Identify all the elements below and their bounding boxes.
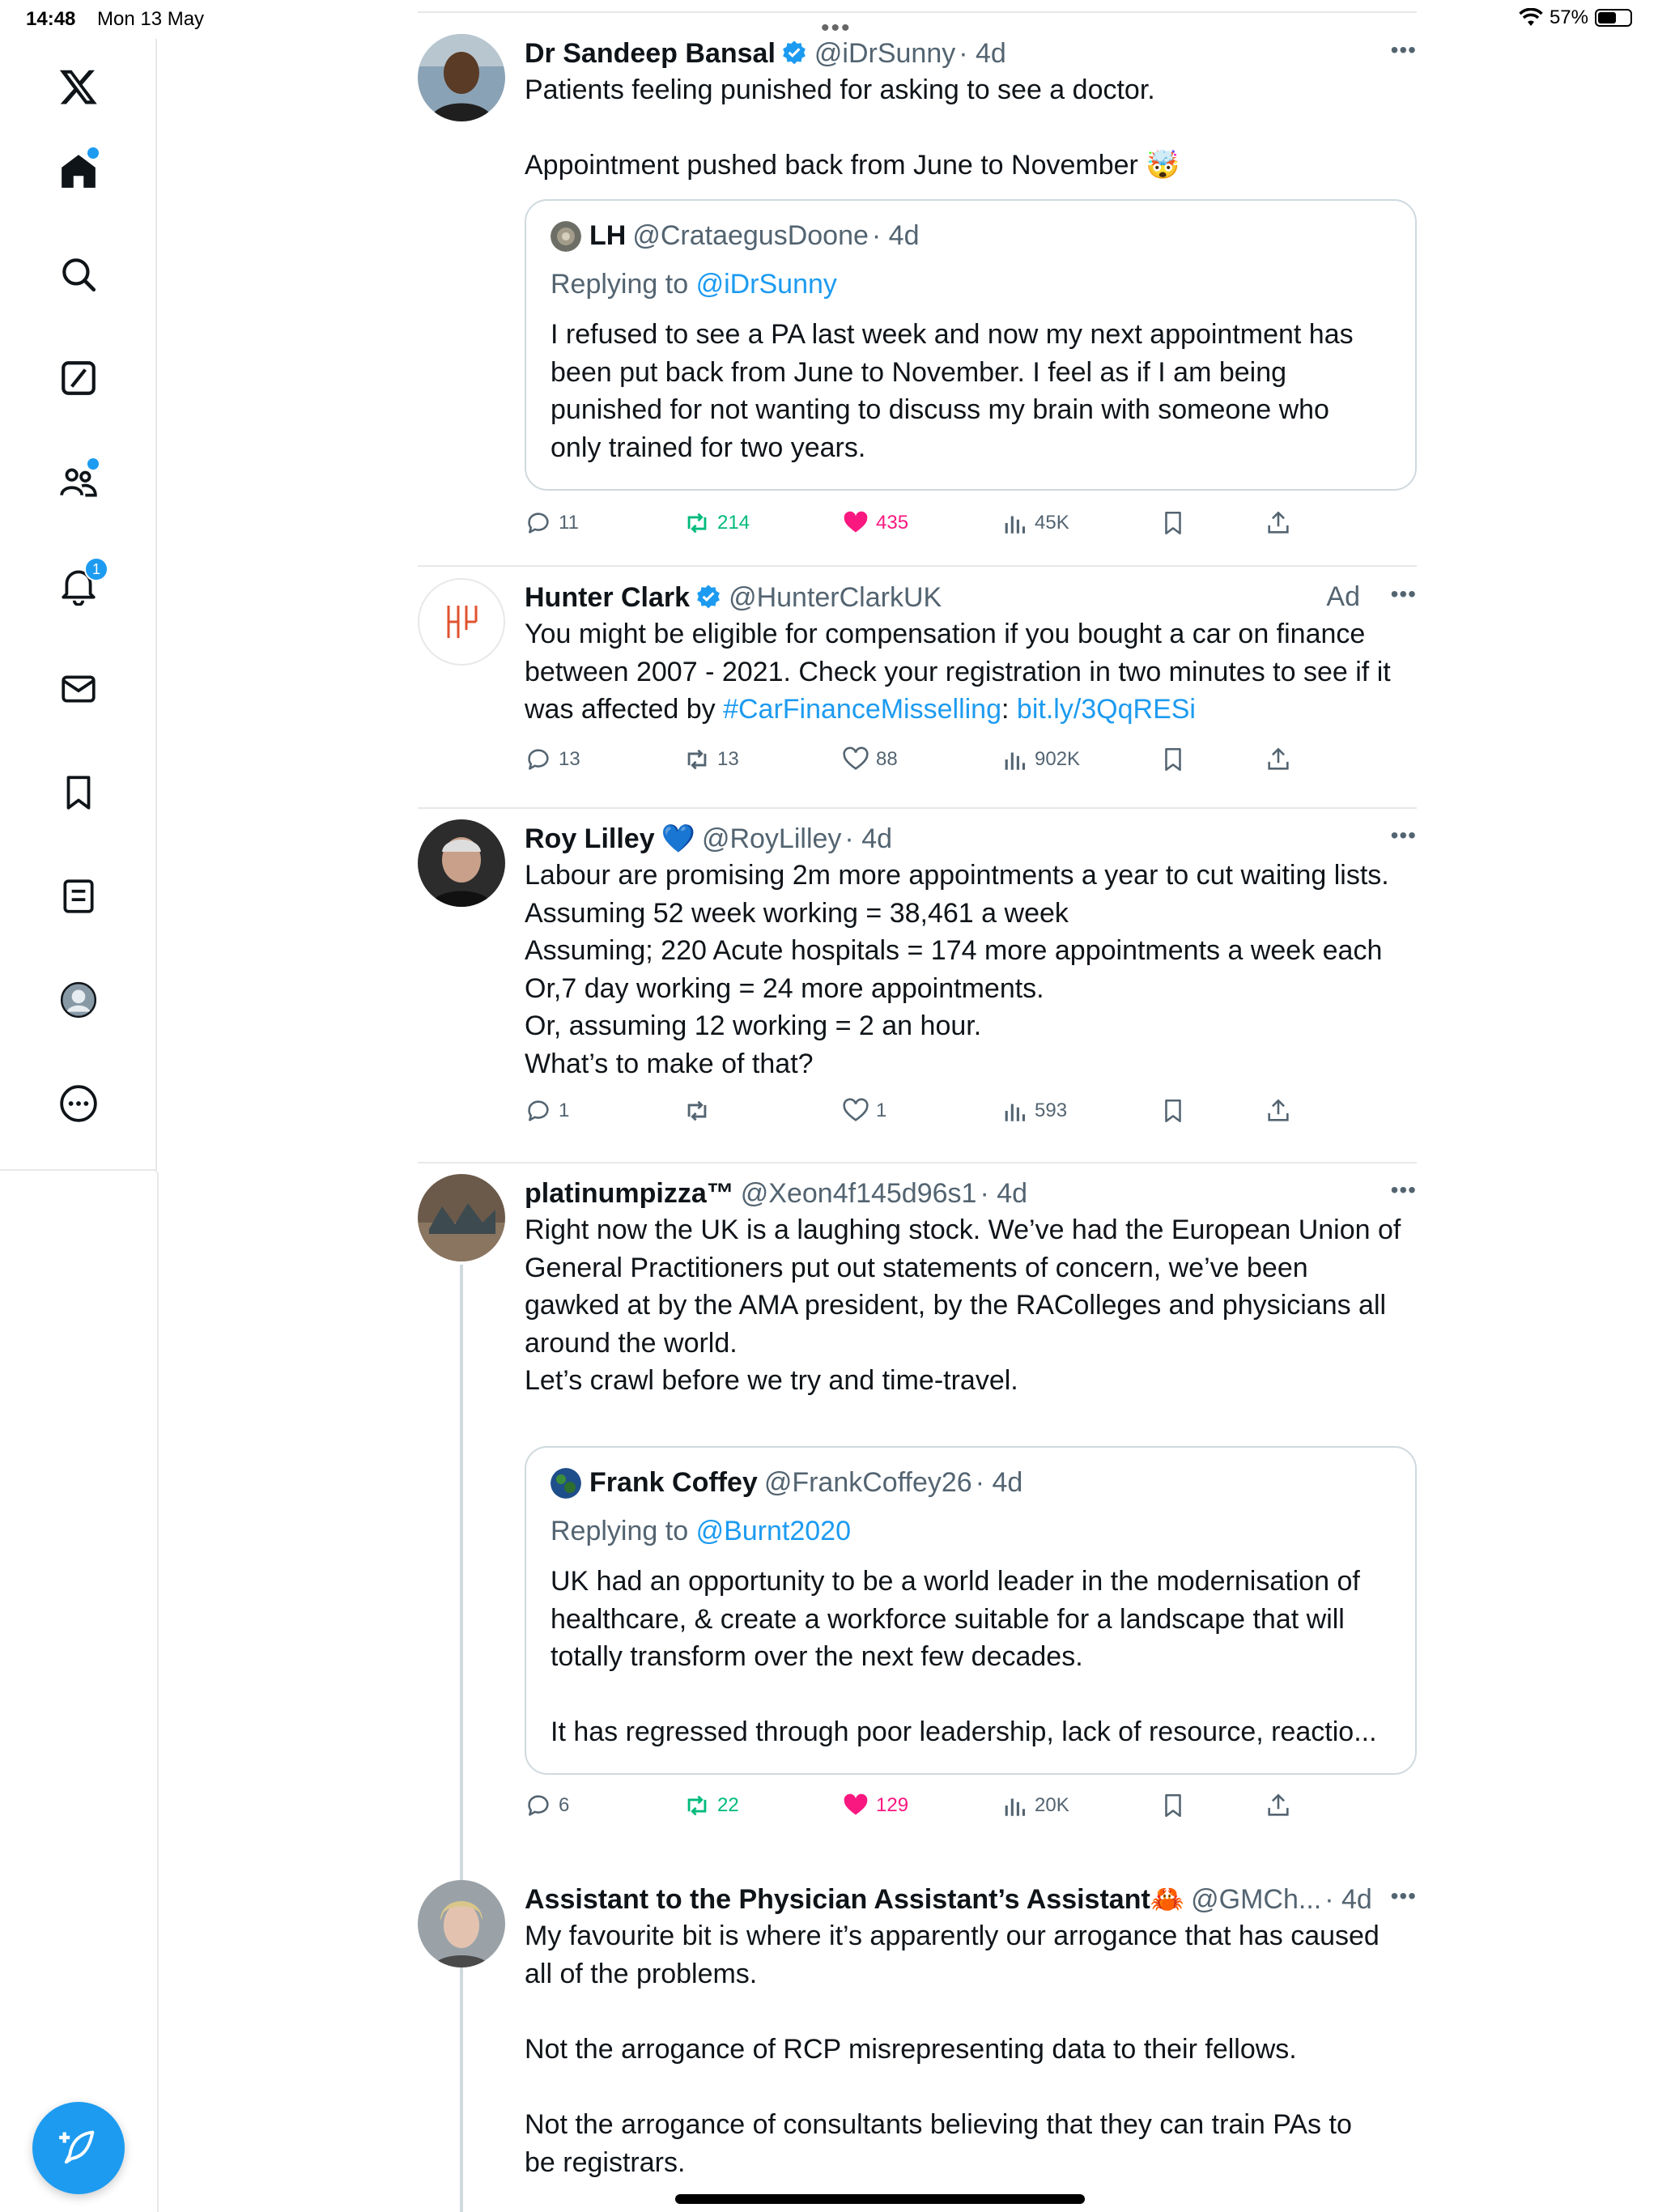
quote-text: I refused to see a PA last week and now my next appointment has been put back from June to November. I feel as if I am being punished for not wanting to discuss my brain with someone who only trained for two years.: [551, 319, 1354, 463]
views-button[interactable]: [1001, 1095, 1067, 1127]
status-time: 14:48: [26, 8, 76, 30]
bookmarks-icon[interactable]: [52, 766, 105, 819]
notifications-icon[interactable]: [52, 559, 105, 612]
wifi-icon: [1519, 8, 1543, 28]
author-name[interactable]: Hunter Clark: [525, 581, 691, 613]
replying-to-link[interactable]: @iDrSunny: [695, 269, 837, 300]
author-name[interactable]: platinumpizza™: [525, 1177, 734, 1209]
share-button[interactable]: [1265, 507, 1299, 539]
author-name[interactable]: Dr Sandeep Bansal: [525, 37, 776, 69]
status-right: [1519, 6, 1632, 29]
bookmark-icon: [1159, 1792, 1187, 1819]
reply-button[interactable]: [525, 1789, 569, 1822]
multitask-grabber[interactable]: •••: [821, 15, 852, 41]
profile-icon[interactable]: [52, 973, 105, 1027]
reply-count: 11: [559, 512, 579, 534]
tweet-text-2: Let’s crawl before we try and time-travel.: [525, 1365, 1018, 1396]
sidebar-border: [157, 1172, 159, 2212]
author-name[interactable]: Assistant to the Physician Assistant’s Assistant🦀: [525, 1884, 1185, 1915]
tweet-text: My favourite bit is where it’s apparently our arrogance that has caused all of the problems.: [525, 1921, 1380, 1989]
retweet-count: 13: [717, 748, 739, 770]
bookmark-button[interactable]: [1159, 1789, 1193, 1822]
tweet-actions: [525, 507, 1417, 539]
x-logo-icon[interactable]: [52, 60, 105, 113]
retweet-button[interactable]: [683, 507, 750, 539]
tweet-actions: [525, 1095, 1417, 1127]
reply-button[interactable]: [525, 507, 579, 539]
like-button[interactable]: [842, 743, 898, 776]
quote-text: UK had an opportunity to be a world leader in the modernisation of healthcare, & create a workforce suitable for a landscape that will totally transform over the next few decades. It has regressed through poor leadership, lack of resource, reactio...: [551, 1566, 1377, 1747]
thread-connector-2: [460, 1959, 463, 2212]
verified-badge-icon: [695, 584, 722, 611]
like-button[interactable]: [842, 1789, 908, 1822]
share-button[interactable]: [1265, 1789, 1299, 1822]
share-icon: [1265, 509, 1292, 537]
reply-button[interactable]: [525, 743, 580, 776]
reply-icon: [525, 746, 552, 773]
views-button[interactable]: [1001, 743, 1080, 776]
author-handle[interactable]: @HunterClarkUK: [729, 581, 942, 613]
tweet-text-2: Not the arrogance of RCP misrepresenting data to their fellows.: [525, 2034, 1297, 2065]
quote-avatar: [551, 221, 581, 252]
quote-author-handle: @CrataegusDoone: [632, 220, 869, 251]
tweet-time[interactable]: · 4d: [980, 1177, 1028, 1209]
communities-icon[interactable]: [52, 455, 105, 508]
retweet-icon: [683, 509, 711, 537]
more-options-icon[interactable]: •••: [1390, 1883, 1417, 1908]
avatar[interactable]: [418, 819, 505, 907]
like-count: 88: [876, 748, 898, 770]
views-count: 902K: [1035, 748, 1081, 770]
views-count: 593: [1035, 1100, 1068, 1121]
retweet-icon: [683, 1097, 711, 1125]
bookmark-button[interactable]: [1159, 1095, 1193, 1127]
replying-to: [551, 1516, 851, 1547]
bookmark-icon: [1159, 1097, 1187, 1125]
like-count: 129: [876, 1794, 909, 1816]
thread-connector: [460, 1265, 463, 1896]
lists-icon[interactable]: [52, 870, 105, 923]
author-handle[interactable]: @RoyLilley: [701, 823, 842, 854]
replying-to: [551, 269, 837, 300]
author-handle[interactable]: @Xeon4f145d96s1: [740, 1177, 977, 1209]
blue-heart-emoji: 💙: [661, 823, 695, 854]
messages-icon[interactable]: [52, 662, 105, 716]
quote-avatar: [551, 1468, 581, 1499]
bookmark-icon: [1159, 746, 1187, 773]
quote-author-name: Frank Coffey: [589, 1467, 758, 1498]
views-icon: [1001, 509, 1028, 537]
retweet-icon: [683, 746, 711, 773]
tweet-actions: [525, 1789, 1417, 1822]
views-button[interactable]: [1001, 1789, 1069, 1822]
heart-filled-icon: [842, 509, 869, 537]
quote-author-name: LH: [589, 220, 627, 251]
avatar[interactable]: [418, 1174, 505, 1261]
more-options-icon[interactable]: •••: [1390, 1177, 1417, 1202]
home-icon[interactable]: [52, 144, 105, 198]
retweet-count: 214: [717, 512, 750, 534]
home-indicator[interactable]: [675, 2194, 1085, 2204]
share-icon: [1265, 1792, 1292, 1819]
bookmark-button[interactable]: [1159, 743, 1193, 776]
tweet-time[interactable]: · 4d: [1324, 1883, 1372, 1915]
share-icon: [1265, 746, 1292, 773]
hashtag-link[interactable]: #CarFinanceMisselling: [723, 694, 1001, 725]
like-button[interactable]: [842, 507, 908, 539]
quote-time: · 4d: [975, 1467, 1023, 1498]
tweet-text: Patients feeling punished for asking to see a doctor.: [525, 74, 1155, 105]
reply-button[interactable]: [525, 1095, 569, 1127]
reply-count: 1: [559, 1100, 570, 1121]
url-link[interactable]: bit.ly/3QqRESi: [1016, 694, 1196, 725]
like-button[interactable]: [842, 1095, 886, 1127]
retweet-count: 22: [717, 1794, 739, 1816]
home-unread-dot: [87, 147, 99, 159]
author-handle[interactable]: @iDrSunny: [814, 37, 956, 69]
sidebar: [0, 39, 157, 1172]
grok-icon[interactable]: [52, 351, 105, 405]
more-icon[interactable]: [52, 1077, 105, 1130]
battery-percent: 57%: [1549, 6, 1588, 28]
reply-count: 6: [559, 1794, 570, 1816]
author-handle[interactable]: @GMCh...: [1191, 1883, 1322, 1915]
retweet-button[interactable]: [683, 743, 739, 776]
search-icon[interactable]: [52, 248, 105, 301]
author-name[interactable]: Roy Lilley: [525, 823, 655, 854]
quote-time: · 4d: [871, 220, 920, 251]
battery-icon: [1595, 9, 1632, 27]
reply-count: 13: [559, 748, 580, 770]
heart-icon: [842, 1097, 869, 1125]
ad-label: Ad: [1326, 581, 1360, 612]
views-count: 45K: [1035, 512, 1069, 534]
more-options-icon[interactable]: •••: [1390, 581, 1417, 606]
tweet-text-3: Not the arrogance of consultants believing that they can train PAs to be registrars.: [525, 2109, 1352, 2178]
heart-filled-icon: [842, 1792, 869, 1819]
reply-icon: [525, 1097, 552, 1125]
share-icon: [1265, 1097, 1292, 1125]
notification-badge: 1: [84, 557, 108, 581]
avatar[interactable]: [418, 1880, 505, 1967]
verified-badge-icon: [780, 40, 808, 67]
replying-label: Replying to: [551, 269, 689, 300]
avatar[interactable]: [418, 578, 505, 666]
more-options-icon[interactable]: •••: [1390, 37, 1417, 62]
share-button[interactable]: [1265, 743, 1299, 776]
heart-icon: [842, 746, 869, 773]
replying-to-link[interactable]: @Burnt2020: [695, 1516, 851, 1546]
communities-unread-dot: [87, 458, 99, 470]
status-date: Mon 13 May: [97, 8, 205, 30]
tweet-time[interactable]: · 4d: [959, 37, 1006, 69]
bookmark-icon: [1159, 509, 1187, 537]
tweet-text-2: Appointment pushed back from June to November 🤯: [525, 150, 1180, 181]
tweet-text: [525, 615, 1417, 729]
tweet-text: Labour are promising 2m more appointments a year to cut waiting lists. Assuming 52 week working = 38,461 a week Assuming; 220 Acute hospitals = 174 more appointments a week each Or,7 day working = 24 more appointments. Or, assuming 12 working = 2 an hour. What’s to make of that?: [525, 860, 1389, 1079]
replying-label: Replying to: [551, 1516, 689, 1546]
tweet-actions: [525, 743, 1417, 776]
retweet-button[interactable]: [683, 1095, 717, 1127]
like-count: 1: [876, 1100, 887, 1121]
retweet-button[interactable]: [683, 1789, 739, 1822]
avatar[interactable]: [418, 34, 505, 121]
views-icon: [1001, 1792, 1028, 1819]
reply-icon: [525, 509, 552, 537]
views-icon: [1001, 746, 1028, 773]
hunter-clark-logo: [419, 580, 504, 664]
quoted-tweet[interactable]: [525, 1446, 1417, 1775]
more-options-icon[interactable]: •••: [1390, 823, 1417, 848]
tweet-text: Right now the UK is a laughing stock. We’ve had the European Union of General Practitioners put out statements of concern, we’ve been gawked at by the AMA president, by the RAColleges and physicians all around the world.: [525, 1214, 1401, 1359]
share-button[interactable]: [1265, 1095, 1299, 1127]
compose-post-button[interactable]: [32, 2102, 125, 2194]
views-button[interactable]: [1001, 507, 1069, 539]
like-count: 435: [876, 512, 909, 534]
bookmark-button[interactable]: [1159, 507, 1193, 539]
tweet-text-colon: :: [1001, 694, 1017, 725]
feather-plus-icon: [57, 2127, 100, 2169]
quote-author-handle: @FrankCoffey26: [763, 1467, 972, 1498]
retweet-icon: [683, 1792, 711, 1819]
tweet-text-body: You might be eligible for compensation if you bought a car on finance between 2007 - 2021. Check your registration in two minutes to see if it was affected by: [525, 619, 1391, 725]
quoted-tweet[interactable]: [525, 199, 1417, 491]
reply-icon: [525, 1792, 552, 1819]
tweet-time[interactable]: · 4d: [844, 823, 893, 854]
views-count: 20K: [1035, 1794, 1069, 1816]
views-icon: [1001, 1097, 1028, 1125]
